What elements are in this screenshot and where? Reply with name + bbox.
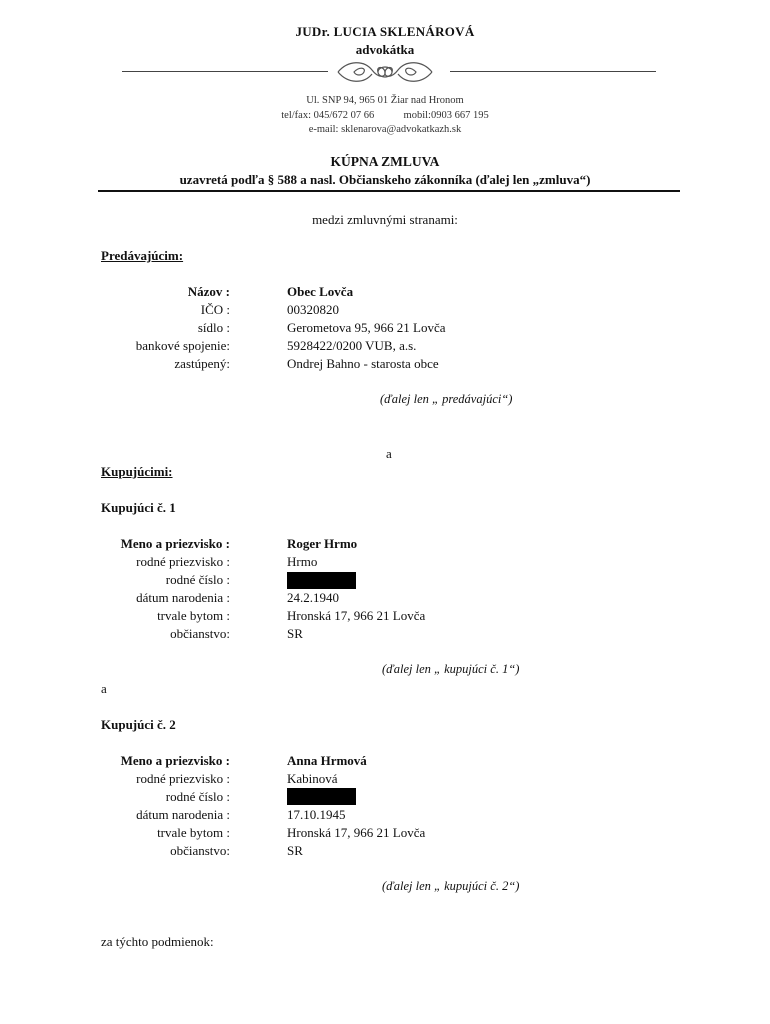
buyer2-value-birthname: Kabinová xyxy=(287,771,338,786)
letterhead-email: e-mail: sklenarova@advokatkazh.sk xyxy=(308,124,462,135)
buyer2-label-fullname: Meno a priezvisko : xyxy=(120,753,230,768)
document-title: KÚPNA ZMLUVA xyxy=(330,154,440,169)
seller-value-seat: Gerometova 95, 966 21 Lovča xyxy=(287,320,446,335)
buyer1-label-residence: trvale bytom : xyxy=(157,608,230,623)
buyer2-label-birthnumber: rodné číslo : xyxy=(165,789,230,804)
seller-label-ico: IČO : xyxy=(200,302,230,317)
buyer1-label-birthdate: dátum narodenia : xyxy=(136,590,230,605)
letterhead-phone: tel/fax: 045/672 07 66 xyxy=(281,110,375,121)
ornament-icon xyxy=(334,56,436,88)
buyer2-note: (ďalej len „ kupujúci č. 2“) xyxy=(382,879,520,893)
buyer1-note: (ďalej len „ kupujúci č. 1“) xyxy=(382,662,520,676)
closing-text: za týchto podmienok: xyxy=(101,934,214,949)
letterhead-contacts xyxy=(0,110,770,121)
letterhead-line-right xyxy=(450,71,656,72)
buyer2-value-birthdate: 17.10.1945 xyxy=(287,807,346,822)
document-subtitle: uzavretá podľa § 588 a nasl. Občianskeho zákonníka (ďalej len „zmluva“) xyxy=(179,172,591,187)
title-rule xyxy=(98,190,680,192)
buyer2-value-fullname: Anna Hrmová xyxy=(287,753,367,768)
seller-heading: Predávajúcim: xyxy=(101,248,184,263)
seller-note: (ďalej len „ predávajúci“) xyxy=(380,392,513,406)
conjunction-a: a xyxy=(386,446,392,461)
seller-value-bank: 5928422/0200 VUB, a.s. xyxy=(287,338,417,353)
seller-label-name: Názov : xyxy=(187,284,230,299)
buyer1-label-fullname: Meno a priezvisko : xyxy=(120,536,230,551)
buyer1-value-citizenship: SR xyxy=(287,626,303,641)
seller-value-represented: Ondrej Bahno - starosta obce xyxy=(287,356,439,371)
seller-label-seat: sídlo : xyxy=(197,320,230,335)
buyer2-heading: Kupujúci č. 2 xyxy=(101,717,176,732)
buyer2-redacted-birthnumber xyxy=(287,788,356,805)
buyer1-value-fullname: Roger Hrmo xyxy=(287,536,358,551)
conjunction-a-2: a xyxy=(101,681,107,696)
seller-label-bank: bankové spojenie: xyxy=(135,338,230,353)
letterhead-mobile: mobil:0903 667 195 xyxy=(403,110,489,121)
buyer2-label-birthdate: dátum narodenia : xyxy=(136,807,230,822)
buyer2-label-residence: trvale bytom : xyxy=(157,825,230,840)
buyer2-value-residence: Hronská 17, 966 21 Lovča xyxy=(287,825,426,840)
buyer1-value-birthname: Hrmo xyxy=(287,554,318,569)
buyer1-value-birthdate: 24.2.1940 xyxy=(287,590,339,605)
buyer1-label-citizenship: občianstvo: xyxy=(170,626,230,641)
buyer1-label-birthname: rodné priezvisko : xyxy=(136,554,230,569)
buyer2-label-citizenship: občianstvo: xyxy=(170,843,230,858)
buyer1-label-birthnumber: rodné číslo : xyxy=(165,572,230,587)
letterhead-profession: advokátka xyxy=(355,42,415,57)
buyer1-heading: Kupujúci č. 1 xyxy=(101,500,176,515)
buyer1-redacted-birthnumber xyxy=(287,572,356,589)
buyer2-value-citizenship: SR xyxy=(287,843,303,858)
letterhead-name: JUDr. LUCIA SKLENÁROVÁ xyxy=(295,24,475,39)
buyers-heading: Kupujúcimi: xyxy=(101,464,173,479)
parties-intro: medzi zmluvnými stranami: xyxy=(312,212,458,227)
seller-value-ico: 00320820 xyxy=(287,302,339,317)
letterhead-address: Ul. SNP 94, 965 01 Žiar nad Hronom xyxy=(306,95,464,106)
seller-value-name: Obec Lovča xyxy=(287,284,354,299)
buyer2-label-birthname: rodné priezvisko : xyxy=(136,771,230,786)
letterhead-line-left xyxy=(122,71,328,72)
seller-label-represented: zastúpený: xyxy=(174,356,230,371)
buyer1-value-residence: Hronská 17, 966 21 Lovča xyxy=(287,608,426,623)
